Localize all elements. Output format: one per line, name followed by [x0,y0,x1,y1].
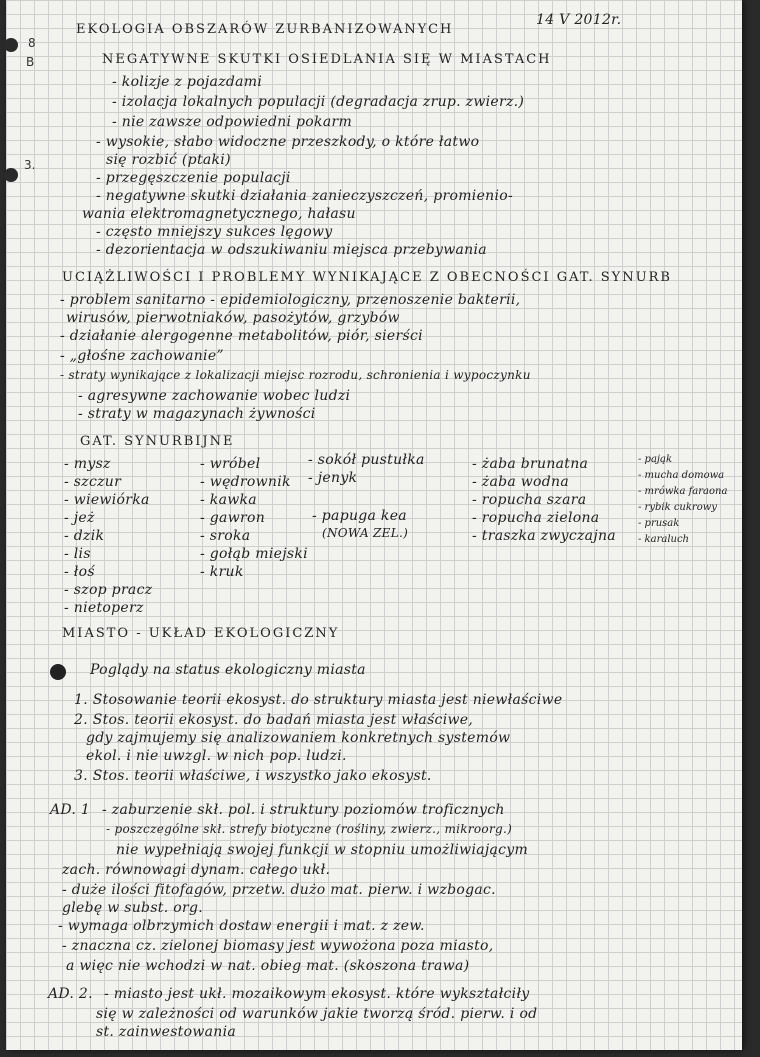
list-item: wania elektromagnetycznego, hałasu [82,206,356,222]
margin-mark: 3. [24,158,36,172]
species-item: - dzik [64,528,105,544]
margin-mark: 8 [28,36,36,50]
species-item: - gawron [200,510,266,526]
section-heading-problems: UCIĄŻLIWOŚCI I PROBLEMY WYNIKAJĄCE Z OBECNOŚCI GAT. SYNURB [62,270,672,285]
species-item: - szop pracz [64,582,153,598]
list-item: - przegęszczenie populacji [96,170,291,186]
species-item: - sokół pustułka [308,452,425,468]
list-item: - działanie alergogenne metabolitów, piór, sierści [60,328,423,344]
species-item: - wędrownik [200,474,291,490]
list-item: 3. Stos. teorii właściwe, i wszystko jako ekosyst. [74,768,432,784]
species-item: - jenyk [308,470,358,486]
species-item: - wiewiórka [64,492,150,508]
species-item: - mucha domowa [638,470,725,481]
page-title: EKOLOGIA OBSZARÓW ZURBANIZOWANYCH [76,22,454,37]
list-item: gdy zajmujemy się analizowaniem konkretnych systemów [86,730,511,746]
ad1-label: AD. 1 [50,802,91,818]
list-item: wirusów, pierwotniaków, pasożytów, grzybów [66,310,400,326]
list-item: - wysokie, słabo widoczne przeszkody, o które łatwo [96,134,480,150]
list-item: nie wypełniają swojej funkcji w stopniu umożliwiającym [116,842,529,858]
list-item: - negatywne skutki działania zanieczyszczeń, promienio- [96,188,514,204]
list-item: 1. Stosowanie teorii ekosyst. do struktury miasta jest niewłaściwe [74,692,563,708]
species-item: - karaluch [638,534,690,545]
species-item: - mysz [64,456,111,472]
binder-hole [4,168,18,182]
species-item: - ropucha szara [472,492,587,508]
list-item: - dezorientacja w odszukiwaniu miejsca przebywania [96,242,487,258]
list-item: - miasto jest ukł. mozaikowym ekosyst. które wykształciły [104,986,530,1002]
species-item: - gołąb miejski [200,546,308,562]
list-item: - często mniejszy sukces lęgowy [96,224,333,240]
species-item: - ropucha zielona [472,510,600,526]
ad2-label: AD. 2. [48,986,93,1002]
bullet-dot [50,664,66,680]
list-item: się w zależności od warunków jakie tworzą śród. pierw. i od [96,1006,538,1022]
list-item: - znaczna cz. zielonej biomasy jest wywożona poza miasto, [62,938,494,954]
list-item: - straty wynikające z lokalizacji miejsc rozrodu, schronienia i wypoczynku [60,368,531,382]
section-subheading: Poglądy na status ekologiczny miasta [90,662,366,678]
list-item: st. zainwestowania [96,1024,237,1040]
species-item: - lis [64,546,91,562]
species-item: (NOWA ZEL.) [322,526,409,540]
species-item: - traszka zwyczajna [472,528,616,544]
section-heading-negative: NEGATYWNE SKUTKI OSIEDLANIA SIĘ W MIASTACH [102,52,552,67]
list-item: zach. równowagi dynam. całego ukł. [62,862,331,878]
section-heading-species: GAT. SYNURBIJNE [80,434,235,449]
list-item: a więc nie wchodzi w nat. obieg mat. (skoszona trawa) [66,958,470,974]
species-item: - szczur [64,474,122,490]
species-item: - żaba brunatna [472,456,589,472]
list-item: - zaburzenie skł. pol. i struktury poziomów troficznych [102,802,505,818]
margin-mark: B [26,55,35,69]
list-item: 2. Stos. teorii ekosyst. do badań miasta jest właściwe, [74,712,474,728]
list-item: - wymaga olbrzymich dostaw energii i mat. z zew. [58,918,425,934]
binder-hole [4,38,18,52]
list-item: - straty w magazynach żywności [78,406,316,422]
list-item: glebę w subst. org. [62,900,203,916]
list-item: się rozbić (ptaki) [106,152,231,168]
list-item: - „głośne zachowanie” [60,348,224,364]
list-item: - duże ilości fitofagów, przetw. dużo mat. pierw. i wzbogac. [62,882,496,898]
list-item: - agresywne zachowanie wobec ludzi [78,388,351,404]
species-item: - nietoperz [64,600,144,616]
species-item: - żaba wodna [472,474,569,490]
list-item: - nie zawsze odpowiedni pokarm [112,114,353,130]
species-item: - mrówka faraona [638,486,728,497]
species-item: - wróbel [200,456,261,472]
list-item: - izolacja lokalnych populacji (degradacja zrup. zwierz.) [112,94,525,110]
species-item: - rybik cukrowy [638,502,717,513]
species-item: - prusak [638,518,680,529]
notebook-page [6,0,742,1050]
list-item: - problem sanitarno - epidemiologiczny, przenoszenie bakterii, [60,292,521,308]
species-item: - jeż [64,510,95,526]
species-item: - sroka [200,528,251,544]
list-item: ekol. i nie uwzgl. w nich pop. ludzi. [86,748,347,764]
list-item: - poszczególne skł. strefy biotyczne (rośliny, zwierz., mikroorg.) [106,822,513,836]
species-item: - kawka [200,492,257,508]
species-item: - papuga kea [312,508,407,524]
species-item: - kruk [200,564,244,580]
list-item: - kolizje z pojazdami [112,74,263,90]
species-item: - pająk [638,454,673,465]
page-date: 14 V 2012r. [536,12,622,28]
species-item: - łoś [64,564,95,580]
section-heading-city: MIASTO - UKŁAD EKOLOGICZNY [62,626,340,641]
